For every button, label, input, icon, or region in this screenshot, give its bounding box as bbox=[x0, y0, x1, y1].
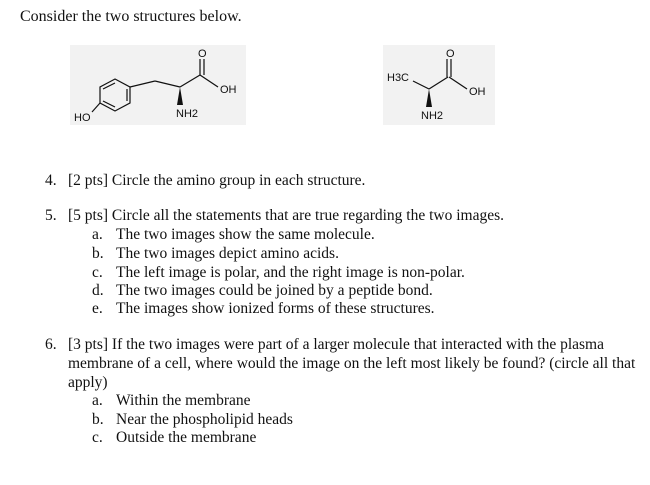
question-number: 4. bbox=[45, 172, 57, 189]
option-letter: d. bbox=[92, 282, 104, 299]
option-letter: a. bbox=[92, 226, 103, 243]
option-letter: b. bbox=[92, 411, 104, 428]
right-structure-figure bbox=[383, 45, 495, 125]
question-6 bbox=[0, 335, 650, 395]
question-text: [3 pts] If the two images were part of a larger molecule that interacted with the plasma membrane of a cell, where would the image on the left most likely be found? (circle all that apply) bbox=[68, 336, 636, 391]
option-text: The images show ionized forms of these structures. bbox=[116, 300, 435, 317]
alanine-structure bbox=[383, 45, 495, 125]
option-text: The two images show the same molecule. bbox=[116, 226, 375, 243]
option-text: Outside the membrane bbox=[116, 429, 257, 446]
left-hydroxyl-label: OH bbox=[220, 84, 237, 96]
option-text: The left image is polar, and the right image is non-polar. bbox=[116, 264, 465, 281]
option-text: The two images could be joined by a peptide bond. bbox=[116, 282, 433, 299]
left-amine-label: NH2 bbox=[176, 108, 199, 120]
question-number: 5. bbox=[45, 207, 57, 224]
option-letter: a. bbox=[92, 392, 103, 409]
option-letter: b. bbox=[92, 245, 104, 262]
left-phenol-label: HO bbox=[74, 112, 91, 124]
option-letter: c. bbox=[92, 264, 103, 281]
question-text: [2 pts] Circle the amino group in each structure. bbox=[68, 172, 366, 189]
option-letter: e. bbox=[92, 300, 103, 317]
option-letter: c. bbox=[92, 429, 103, 446]
right-methyl-label: H3C bbox=[387, 72, 410, 84]
left-structure-figure bbox=[70, 45, 246, 125]
option-text: The two images depict amino acids. bbox=[116, 245, 339, 262]
option-text: Near the phospholipid heads bbox=[116, 411, 293, 428]
right-hydroxyl-label: OH bbox=[469, 86, 486, 98]
tyrosine-structure bbox=[70, 45, 246, 125]
right-amine-label: NH2 bbox=[421, 110, 444, 122]
option-text: Within the membrane bbox=[116, 392, 251, 409]
right-carbonyl-o-label: O bbox=[446, 48, 455, 60]
intro-text: Consider the two structures below. bbox=[20, 8, 242, 25]
left-carbonyl-o-label: O bbox=[198, 48, 207, 60]
question-number: 6. bbox=[45, 336, 57, 353]
question-4 bbox=[0, 171, 650, 191]
question-5 bbox=[0, 206, 650, 226]
question-text: [5 pts] Circle all the statements that are true regarding the two images. bbox=[68, 207, 505, 224]
